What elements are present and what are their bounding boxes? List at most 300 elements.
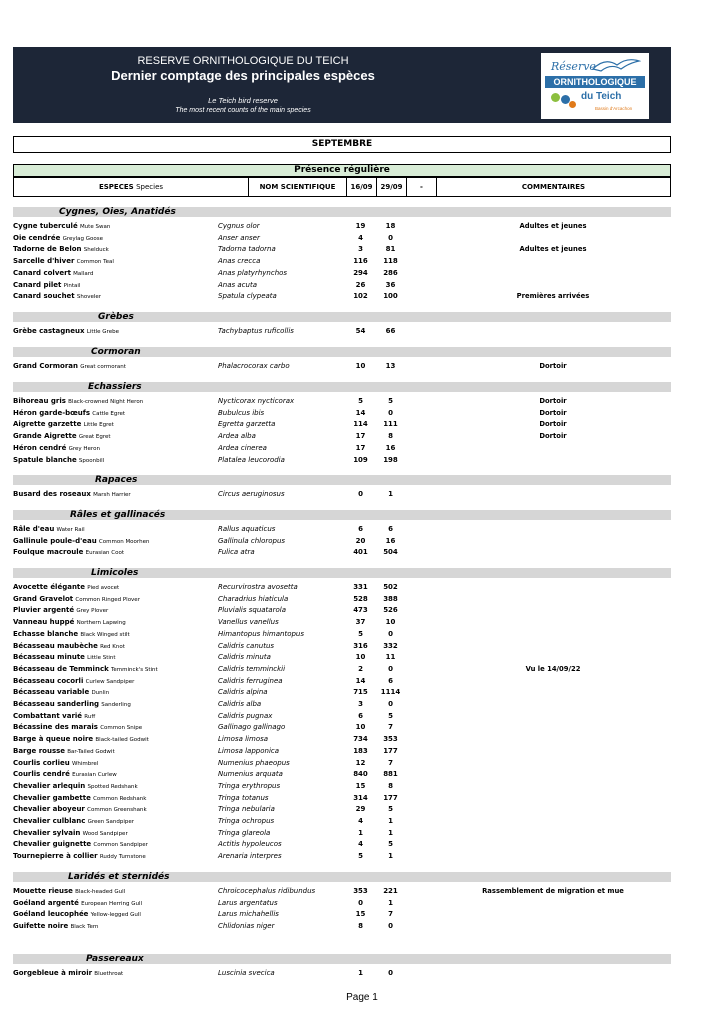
count-date2: 7 bbox=[388, 910, 393, 919]
count-date1: 1 bbox=[358, 969, 363, 977]
scientific-name: Chlidonias niger bbox=[218, 922, 275, 931]
table-row bbox=[13, 221, 671, 232]
species-english: Common Ringed Plover bbox=[75, 596, 140, 603]
species-english: Northern Lapwing bbox=[76, 620, 126, 627]
table-row bbox=[13, 431, 671, 442]
count-date1: 26 bbox=[355, 280, 366, 289]
count-date1: 4 bbox=[358, 817, 363, 825]
section-header bbox=[13, 510, 671, 520]
scientific-name: Calidris temminckii bbox=[218, 664, 286, 673]
species-name: Chevalier guignette Common Sandpiper bbox=[13, 840, 148, 849]
count-date2: 526 bbox=[383, 606, 398, 615]
table-row bbox=[13, 909, 671, 920]
count-date2: 5 bbox=[388, 840, 393, 849]
table-row bbox=[13, 968, 671, 979]
count-date2: 5 bbox=[388, 397, 393, 405]
count-date2: 66 bbox=[385, 327, 396, 335]
count-date2: 198 bbox=[383, 455, 398, 464]
species-name: Bécasseau cocorli Curlew Sandpiper bbox=[13, 676, 135, 685]
count-date1: 116 bbox=[353, 257, 368, 266]
count-date2: 0 bbox=[388, 922, 393, 931]
logo-dot-orange-icon bbox=[569, 101, 576, 108]
table-row bbox=[13, 664, 671, 675]
species-name: Tournepierre à collier Ruddy Turnstone bbox=[13, 852, 146, 861]
count-date1: 109 bbox=[353, 455, 368, 464]
scientific-name: Tringa totanus bbox=[218, 793, 269, 802]
table-row bbox=[13, 711, 671, 722]
scientific-name: Calidris minuta bbox=[218, 653, 271, 662]
table-row bbox=[13, 816, 671, 827]
species-name: Canard pilet Pintail bbox=[13, 280, 81, 289]
table-row bbox=[13, 280, 671, 291]
species-english: Water Rail bbox=[56, 527, 85, 533]
species-name: Combattant varié Ruff bbox=[13, 711, 96, 720]
species-english: Sanderling bbox=[101, 702, 131, 708]
count-date1: 840 bbox=[353, 770, 368, 779]
species-name: Héron garde-bœufs Cattle Egret bbox=[13, 408, 126, 417]
count-date1: 314 bbox=[353, 793, 368, 802]
scientific-name: Larus michahellis bbox=[218, 910, 279, 919]
species-name: Chevalier sylvain Wood Sandpiper bbox=[13, 828, 128, 837]
section-title: Laridés et sternidés bbox=[68, 872, 170, 882]
species-english: Spoonbill bbox=[78, 457, 105, 464]
species-english: Ruff bbox=[84, 713, 96, 720]
comment: Adultes et jeunes bbox=[519, 245, 587, 254]
count-date2: 7 bbox=[388, 723, 393, 732]
table-row bbox=[13, 443, 671, 454]
species-name: Barge rousse Bar-Tailed Godwit bbox=[13, 746, 115, 755]
species-english: Marsh Harrier bbox=[93, 492, 131, 498]
species-name: Tadorne de Belon Shelduck bbox=[13, 245, 109, 254]
species-english: Common Greenshank bbox=[87, 807, 147, 814]
species-name: Chevalier arlequin Spotted Redshank bbox=[13, 781, 138, 790]
count-date1: 8 bbox=[358, 922, 363, 931]
count-date1: 17 bbox=[355, 443, 366, 452]
table-row bbox=[13, 804, 671, 815]
scientific-name: Gallinago gallinago bbox=[218, 723, 286, 732]
species-english: Dunlin bbox=[91, 690, 110, 697]
species-english: Black-tailed Godwit bbox=[95, 737, 149, 744]
comment: Dortoir bbox=[539, 362, 567, 370]
count-date2: 111 bbox=[383, 420, 398, 429]
species-english: Wood Sandpiper bbox=[82, 830, 128, 837]
species-name: Aigrette garzette Little Egret bbox=[13, 420, 114, 429]
comment: Dortoir bbox=[539, 420, 567, 429]
count-date1: 17 bbox=[355, 432, 366, 441]
species-name: Courlis cendré Eurasian Curlew bbox=[13, 770, 117, 779]
section-title: Râles et gallinacés bbox=[70, 510, 166, 520]
comment: Dortoir bbox=[539, 432, 567, 441]
table-header bbox=[13, 177, 671, 197]
count-date2: 100 bbox=[383, 292, 398, 301]
section-header bbox=[13, 475, 671, 485]
species-name: Héron cendré Grey Heron bbox=[13, 443, 100, 452]
scientific-name: Anser anser bbox=[218, 233, 260, 242]
table-row bbox=[13, 699, 671, 710]
scientific-name: Gallinula chloropus bbox=[218, 536, 286, 545]
count-date1: 183 bbox=[353, 746, 368, 755]
count-date1: 5 bbox=[358, 852, 363, 861]
species-english: Black-crowned Night Heron bbox=[68, 399, 144, 405]
species-name: Canard souchet Shoveler bbox=[13, 292, 102, 301]
count-date2: 0 bbox=[388, 700, 393, 708]
section-header bbox=[13, 382, 671, 392]
species-english: Curlew Sandpiper bbox=[85, 678, 135, 685]
scientific-name: Tringa ochropus bbox=[218, 817, 275, 825]
count-date1: 102 bbox=[353, 292, 368, 301]
species-name: Gallinule poule-d'eau Common Moorhen bbox=[13, 536, 150, 545]
table-row bbox=[13, 524, 671, 535]
species-english: Black Winged stilt bbox=[80, 631, 130, 638]
scientific-name: Vanellus vanellus bbox=[218, 618, 279, 627]
count-date2: 881 bbox=[383, 770, 398, 779]
count-date1: 4 bbox=[358, 840, 363, 849]
table-row bbox=[13, 921, 671, 932]
scientific-name: Charadrius hiaticula bbox=[218, 594, 289, 603]
subtitle-en-2: The most recent counts of the main species bbox=[175, 107, 311, 114]
table-row bbox=[13, 769, 671, 780]
count-date1: 10 bbox=[355, 723, 366, 732]
comment: Premières arrivées bbox=[516, 292, 590, 301]
count-date2: 1114 bbox=[380, 688, 401, 697]
count-date2: 10 bbox=[385, 618, 396, 627]
species-english: Great Egret bbox=[78, 434, 111, 441]
section-title: Cormoran bbox=[91, 347, 141, 357]
col-comments: COMMENTAIRES bbox=[521, 183, 586, 191]
table-row bbox=[13, 839, 671, 850]
count-date1: 12 bbox=[355, 758, 366, 767]
table-row bbox=[13, 746, 671, 757]
section-title: Grèbes bbox=[98, 312, 134, 322]
table-row bbox=[13, 268, 671, 279]
col-dash: - bbox=[420, 183, 423, 191]
species-name: Chevalier gambette Common Redshank bbox=[13, 793, 147, 802]
scientific-name: Calidris canutus bbox=[218, 641, 275, 650]
count-date2: 388 bbox=[383, 594, 398, 603]
species-english: Temminck's Stint bbox=[110, 666, 158, 673]
scientific-name: Circus aeruginosus bbox=[218, 490, 285, 498]
count-date1: 114 bbox=[353, 420, 368, 429]
species-name: Avocette élégante Pied avocet bbox=[13, 583, 120, 591]
species-name: Grande Aigrette Great Egret bbox=[13, 432, 111, 441]
count-date2: 13 bbox=[385, 362, 396, 370]
table-row bbox=[13, 652, 671, 663]
count-date1: 1 bbox=[358, 828, 363, 837]
species-english: Bar-Tailed Godwit bbox=[67, 748, 115, 755]
scientific-name: Himantopus himantopus bbox=[218, 629, 305, 638]
species-name: Spatule blanche Spoonbill bbox=[13, 455, 105, 464]
col-date2: 29/09 bbox=[380, 183, 403, 191]
reserve-logo bbox=[541, 53, 649, 119]
species-name: Chevalier culblanc Green Sandpiper bbox=[13, 817, 135, 825]
species-english: Green Sandpiper bbox=[87, 819, 135, 825]
species-name: Bécasseau sanderling Sanderling bbox=[13, 700, 131, 708]
scientific-name: Phalacrocorax carbo bbox=[218, 362, 290, 370]
count-date1: 528 bbox=[353, 594, 368, 603]
species-english: Grey Heron bbox=[68, 445, 100, 452]
scientific-name: Ardea alba bbox=[218, 432, 256, 441]
species-english: Cattle Egret bbox=[92, 410, 126, 417]
scientific-name: Tringa glareola bbox=[218, 828, 271, 837]
species-english: Yellow-legged Gull bbox=[90, 912, 141, 919]
scientific-name: Anas platyrhynchos bbox=[218, 268, 288, 277]
logo-text-1: Réserve bbox=[551, 60, 596, 73]
species-english: Little Stint bbox=[87, 655, 116, 662]
scientific-name: Actitis hypoleucos bbox=[218, 840, 282, 849]
scientific-name: Rallus aquaticus bbox=[218, 525, 276, 533]
table-row bbox=[13, 582, 671, 593]
col-date1: 16/09 bbox=[350, 183, 373, 191]
species-name: Vanneau huppé Northern Lapwing bbox=[13, 618, 126, 627]
count-date2: 502 bbox=[383, 583, 398, 591]
species-english: Little Egret bbox=[83, 422, 114, 429]
comment: Rassemblement de migration et mue bbox=[482, 887, 624, 895]
table-row bbox=[13, 851, 671, 862]
species-english: Common Redshank bbox=[93, 795, 147, 802]
species-name: Foulque macroule Eurasian Coot bbox=[13, 548, 124, 557]
species-english: Common Sandpiper bbox=[93, 842, 148, 849]
species-english: Bluethroat bbox=[94, 971, 124, 977]
species-name: Bécasseau variable Dunlin bbox=[13, 688, 110, 697]
species-english: Mallard bbox=[73, 270, 94, 277]
table-row bbox=[13, 734, 671, 745]
section-title: Rapaces bbox=[95, 475, 138, 485]
species-name: Goéland argenté European Herring Gull bbox=[13, 898, 143, 907]
table-row bbox=[13, 408, 671, 419]
col-nom-scientifique: NOM SCIENTIFIQUE bbox=[259, 183, 336, 191]
species-english: Mute Swan bbox=[79, 224, 111, 230]
species-english: Shelduck bbox=[83, 247, 109, 254]
species-name: Bécassine des marais Common Snipe bbox=[13, 723, 143, 732]
species-name: Busard des roseaux Marsh Harrier bbox=[13, 490, 131, 498]
count-date1: 10 bbox=[355, 362, 366, 370]
count-date2: 16 bbox=[385, 443, 396, 452]
count-date2: 1 bbox=[388, 852, 393, 861]
species-english: European Herring Gull bbox=[81, 900, 143, 907]
scientific-name: Anas crecca bbox=[218, 257, 261, 266]
species-english: Whimbrel bbox=[71, 760, 99, 767]
section-title: Cygnes, Oies, Anatidés bbox=[59, 207, 176, 217]
species-english: Great cormorant bbox=[80, 364, 126, 370]
count-date1: 316 bbox=[353, 641, 368, 650]
count-date1: 473 bbox=[353, 606, 368, 615]
count-date2: 177 bbox=[383, 746, 398, 755]
comment: Vu le 14/09/22 bbox=[525, 664, 581, 673]
species-name: Canard colvert Mallard bbox=[13, 268, 94, 277]
comment: Adultes et jeunes bbox=[519, 222, 587, 230]
logo-dot-green-icon bbox=[551, 93, 560, 102]
count-date1: 3 bbox=[358, 245, 363, 254]
species-english: Red Knot bbox=[100, 643, 125, 650]
count-date2: 1 bbox=[388, 828, 393, 837]
species-name: Pluvier argenté Grey Plover bbox=[13, 606, 109, 615]
species-english: Eurasian Curlew bbox=[72, 772, 117, 779]
scientific-name: Calidris ferruginea bbox=[218, 676, 283, 685]
species-english: Little Grebe bbox=[86, 329, 119, 335]
table-row bbox=[13, 828, 671, 839]
count-date2: 6 bbox=[388, 676, 393, 685]
count-date1: 5 bbox=[358, 629, 363, 638]
scientific-name: Fulica atra bbox=[218, 548, 255, 557]
scientific-name: Tringa nebularia bbox=[218, 805, 275, 814]
scientific-name: Nycticorax nycticorax bbox=[218, 397, 295, 405]
species-english: Pied avocet bbox=[87, 585, 120, 591]
scientific-name: Numenius phaeopus bbox=[218, 758, 290, 767]
section-title: Limicoles bbox=[91, 568, 139, 578]
scientific-name: Luscinia svecica bbox=[218, 969, 275, 977]
count-date2: 118 bbox=[383, 257, 398, 266]
count-date1: 4 bbox=[358, 233, 363, 242]
scientific-name: Arenaria interpres bbox=[218, 852, 282, 861]
count-date1: 353 bbox=[353, 887, 368, 895]
species-name: Bécasseau minute Little Stint bbox=[13, 653, 116, 662]
count-date2: 8 bbox=[388, 781, 393, 790]
table-row bbox=[13, 758, 671, 769]
section-header bbox=[13, 872, 671, 882]
species-name: Guifette noire Black Tern bbox=[13, 922, 99, 931]
bird-logo-icon bbox=[591, 55, 641, 75]
section-title: Echassiers bbox=[88, 382, 142, 392]
reserve-title: RESERVE ORNITHOLOGIQUE DU TEICH bbox=[137, 55, 349, 67]
scientific-name: Bubulcus ibis bbox=[218, 408, 265, 417]
count-date2: 7 bbox=[388, 758, 393, 767]
count-date2: 5 bbox=[388, 805, 393, 814]
logo-text-4: Bassin d'Arcachon bbox=[595, 106, 633, 111]
count-date2: 5 bbox=[388, 711, 393, 720]
count-date1: 19 bbox=[355, 222, 366, 230]
scientific-name: Egretta garzetta bbox=[218, 420, 276, 429]
table-row bbox=[13, 396, 671, 407]
species-english: Greylag Goose bbox=[62, 235, 104, 242]
scientific-name: Calidris pugnax bbox=[218, 711, 273, 720]
species-name: Grand Gravelot Common Ringed Plover bbox=[13, 594, 140, 603]
species-name: Mouette rieuse Black-headed Gull bbox=[13, 887, 126, 895]
species-name: Sarcelle d'hiver Common Teal bbox=[13, 257, 114, 266]
species-name: Grand Cormoran Great cormorant bbox=[13, 362, 126, 370]
species-english: Ruddy Turnstone bbox=[99, 854, 146, 861]
comment: Dortoir bbox=[539, 408, 567, 417]
species-name: Chevalier aboyeur Common Greenshank bbox=[13, 805, 147, 814]
table-row bbox=[13, 489, 671, 500]
species-english: Common Snipe bbox=[100, 725, 143, 732]
table-row bbox=[13, 233, 671, 244]
table-row bbox=[13, 605, 671, 616]
scientific-name: Tachybaptus ruficollis bbox=[218, 327, 294, 335]
col-especes: ESPECES Species bbox=[98, 183, 164, 191]
table-row bbox=[13, 326, 671, 337]
scientific-name: Anas acuta bbox=[218, 280, 257, 289]
table-row bbox=[13, 781, 671, 792]
scientific-name: Spatula clypeata bbox=[218, 292, 277, 301]
section-title: Passereaux bbox=[86, 954, 144, 964]
count-date1: 10 bbox=[355, 653, 366, 662]
count-date1: 14 bbox=[355, 408, 366, 417]
table-row bbox=[13, 687, 671, 698]
count-date1: 29 bbox=[355, 805, 366, 814]
section-header bbox=[13, 954, 671, 964]
count-date1: 54 bbox=[355, 327, 366, 335]
species-english: Grey Plover bbox=[76, 608, 109, 615]
species-name: Bécasseau maubèche Red Knot bbox=[13, 641, 125, 650]
count-date2: 0 bbox=[388, 408, 393, 417]
species-english: Black-headed Gull bbox=[75, 889, 126, 895]
scientific-name: Chroicocephalus ridibundus bbox=[218, 887, 316, 895]
table-row bbox=[13, 455, 671, 466]
section-header bbox=[13, 347, 671, 357]
count-date2: 0 bbox=[388, 664, 393, 673]
table-row bbox=[13, 886, 671, 897]
count-date2: 16 bbox=[385, 536, 396, 545]
count-date1: 15 bbox=[355, 910, 366, 919]
section-header bbox=[13, 207, 671, 217]
count-date2: 504 bbox=[383, 548, 398, 557]
species-name: Cygne tuberculé Mute Swan bbox=[13, 222, 111, 230]
table-row bbox=[13, 793, 671, 804]
logo-text-3: du Teich bbox=[581, 91, 622, 102]
scientific-name: Limosa lapponica bbox=[218, 746, 280, 755]
count-date2: 1 bbox=[388, 490, 393, 498]
species-name: Râle d'eau Water Rail bbox=[13, 525, 85, 533]
count-date1: 3 bbox=[358, 700, 363, 708]
count-date1: 15 bbox=[355, 781, 366, 790]
section-header bbox=[13, 568, 671, 578]
table-row bbox=[13, 629, 671, 640]
scientific-name: Recurvirostra avosetta bbox=[218, 583, 298, 591]
scientific-name: Tadorna tadorna bbox=[218, 245, 276, 254]
species-name: Echasse blanche Black Winged stilt bbox=[13, 629, 130, 638]
count-date1: 20 bbox=[355, 536, 366, 545]
species-english: Eurasian Coot bbox=[85, 550, 124, 557]
scientific-name: Calidris alpina bbox=[218, 688, 268, 697]
count-date2: 0 bbox=[388, 969, 393, 977]
count-date1: 715 bbox=[353, 688, 368, 697]
species-english: Spotted Redshank bbox=[87, 783, 138, 790]
count-date1: 734 bbox=[353, 735, 368, 744]
page-title: Dernier comptage des principales espèces bbox=[111, 68, 375, 83]
species-english: Common Moorhen bbox=[98, 538, 150, 545]
species-name: Barge à queue noire Black-tailed Godwit bbox=[13, 735, 149, 744]
count-date1: 2 bbox=[358, 664, 363, 673]
table-row bbox=[13, 291, 671, 302]
count-date1: 0 bbox=[358, 898, 363, 907]
table-row bbox=[13, 722, 671, 733]
table-row bbox=[13, 361, 671, 372]
logo-text-2: ORNITHOLOGIQUE bbox=[545, 76, 645, 88]
scientific-name: Platalea leucorodia bbox=[218, 455, 285, 464]
scientific-name: Larus argentatus bbox=[218, 898, 278, 907]
count-date2: 6 bbox=[388, 525, 393, 533]
comment: Dortoir bbox=[539, 397, 567, 405]
species-name: Gorgebleue à miroir Bluethroat bbox=[13, 969, 124, 977]
scientific-name: Calidris alba bbox=[218, 700, 262, 708]
table-row bbox=[13, 547, 671, 558]
species-english: Black Tern bbox=[70, 924, 99, 931]
count-date2: 81 bbox=[385, 245, 396, 254]
count-date1: 331 bbox=[353, 583, 368, 591]
scientific-name: Limosa limosa bbox=[218, 735, 269, 744]
scientific-name: Tringa erythropus bbox=[218, 781, 281, 790]
table-row bbox=[13, 244, 671, 255]
count-date2: 36 bbox=[385, 280, 396, 289]
count-date2: 286 bbox=[383, 268, 398, 277]
count-date2: 18 bbox=[385, 222, 396, 230]
count-date2: 8 bbox=[388, 432, 393, 441]
scientific-name: Pluvialis squatarola bbox=[218, 606, 286, 615]
count-date2: 11 bbox=[385, 653, 396, 662]
count-date2: 353 bbox=[383, 735, 398, 744]
section-header bbox=[13, 312, 671, 322]
subtitle-en: Le Teich bird reserve bbox=[208, 96, 278, 105]
